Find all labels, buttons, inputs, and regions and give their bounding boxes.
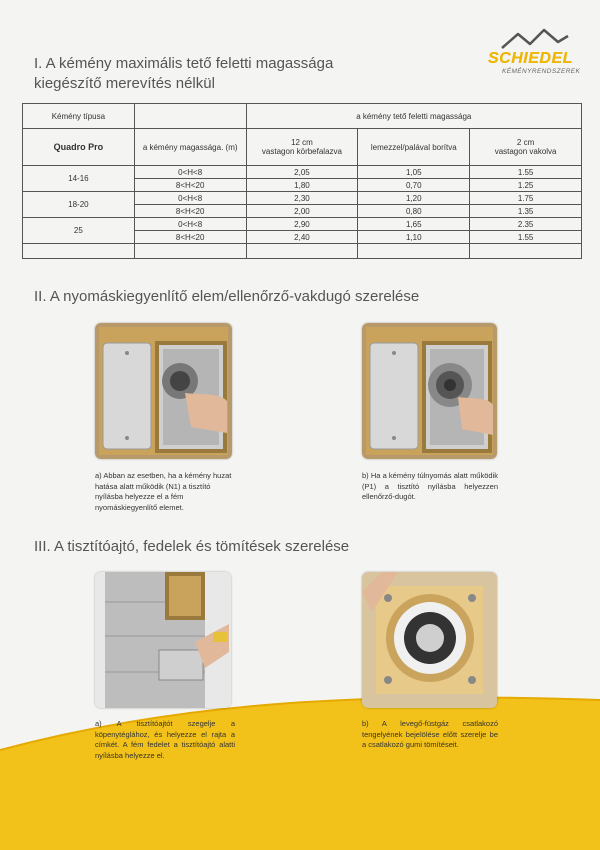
section-1-title-line2: kiegészítő merevítés nélkül [34,75,215,92]
table-row [23,218,582,231]
photo-2b-illustration [362,323,497,459]
section-1-title-line1: I. A kémény maximális tető feletti magassága [34,55,334,72]
range-cell: 8<H<20 [134,205,246,218]
logo-subtitle: KÉMÉNYRENDSZEREK [502,68,581,75]
header-plaster [470,129,582,166]
photo-cleaning-door [95,572,231,708]
value-cell: 1.25 [470,179,582,192]
group-cell: 14-16 [23,166,135,192]
photo-pressure-element [95,323,232,459]
value-cell: 1,65 [358,218,470,231]
range-cell: 0<H<8 [134,192,246,205]
range-cell: 8<H<20 [134,179,246,192]
value-cell: 1.75 [470,192,582,205]
photo-gasket [362,572,497,708]
value-cell: 2,30 [246,192,358,205]
header-brick-l1: 12 cm [291,138,313,147]
value-cell: 0,80 [358,205,470,218]
header-chimney-type: Kémény típusa [23,104,135,129]
caption-3a: a) A tisztítóajtót szegelje a köpenytéglához, és helyezze el rajta a címkét. A fém fedelet a tisztítóajtó alatti nyílásba helyezze el. [95,719,235,760]
group-cell: 25 [23,218,135,244]
blank-cell [246,244,358,259]
header-brick-l2: vastagon körbefalazva [261,147,342,156]
caption-3b: b) A levegő-füstgáz csatlakozó tengelyének bejelölése előtt szerelje be a csatlakozó gumi tömítéseit. [362,719,498,749]
logo-brand: SCHIEDEL [488,50,573,67]
blank-cell [470,244,582,259]
table-row [23,192,582,205]
range-cell: 0<H<8 [134,218,246,231]
value-cell: 1.55 [470,166,582,179]
range-cell: 8<H<20 [134,231,246,244]
value-cell: 2.35 [470,218,582,231]
value-cell: 2,05 [246,166,358,179]
value-cell: 2,00 [246,205,358,218]
section-2-title: II. A nyomáskiegyenlítő elem/ellenőrző-vakdugó szerelése [34,288,420,305]
photo-3a-illustration [95,572,231,708]
table-row [23,166,582,179]
value-cell: 1,80 [246,179,358,192]
section-1-title [34,54,414,94]
blank-cell [358,244,470,259]
header-plaster-l2: vastagon vakolva [494,147,557,156]
photo-3b-illustration [362,572,497,708]
blank-cell [23,244,135,259]
table-row [23,244,582,259]
header-group: a kémény tető feletti magassága [246,104,581,129]
value-cell: 1.55 [470,231,582,244]
header-height: a kémény magassága. (m) [134,129,246,166]
value-cell: 1,20 [358,192,470,205]
group-cell: 18-20 [23,192,135,218]
header-plaster-l1: 2 cm [516,138,535,147]
yellow-wave-decoration [0,690,600,850]
value-cell: 1,05 [358,166,470,179]
value-cell: 2,40 [246,231,358,244]
value-cell: 1.35 [470,205,582,218]
range-cell: 0<H<8 [134,166,246,179]
blank-cell [134,244,246,259]
height-table [22,103,582,259]
section-3-title: III. A tisztítóajtó, fedelek és tömítések szerelése [34,538,350,555]
value-cell: 0,70 [358,179,470,192]
value-cell: 1,10 [358,231,470,244]
photo-control-plug [362,323,497,459]
caption-2a: a) Abban az esetben, ha a kémény huzat hatása alatt működik (N1) a tisztító nyílásba helyezze el a fém nyomáskiegyenlítő elemet. [95,471,232,512]
header-empty [134,104,246,129]
caption-2b: b) Ha a kémény túlnyomás alatt működik (P1) a tisztító nyílásba helyezzen ellenőrző-dugót. [362,471,498,501]
header-brick [246,129,358,166]
header-sheet: lemezzel/palával borítva [358,129,470,166]
logo-wave-icon [500,28,570,52]
type-name: Quadro Pro [23,129,135,166]
value-cell: 2,90 [246,218,358,231]
schiedel-logo [486,28,581,76]
photo-2a-illustration [95,323,232,459]
